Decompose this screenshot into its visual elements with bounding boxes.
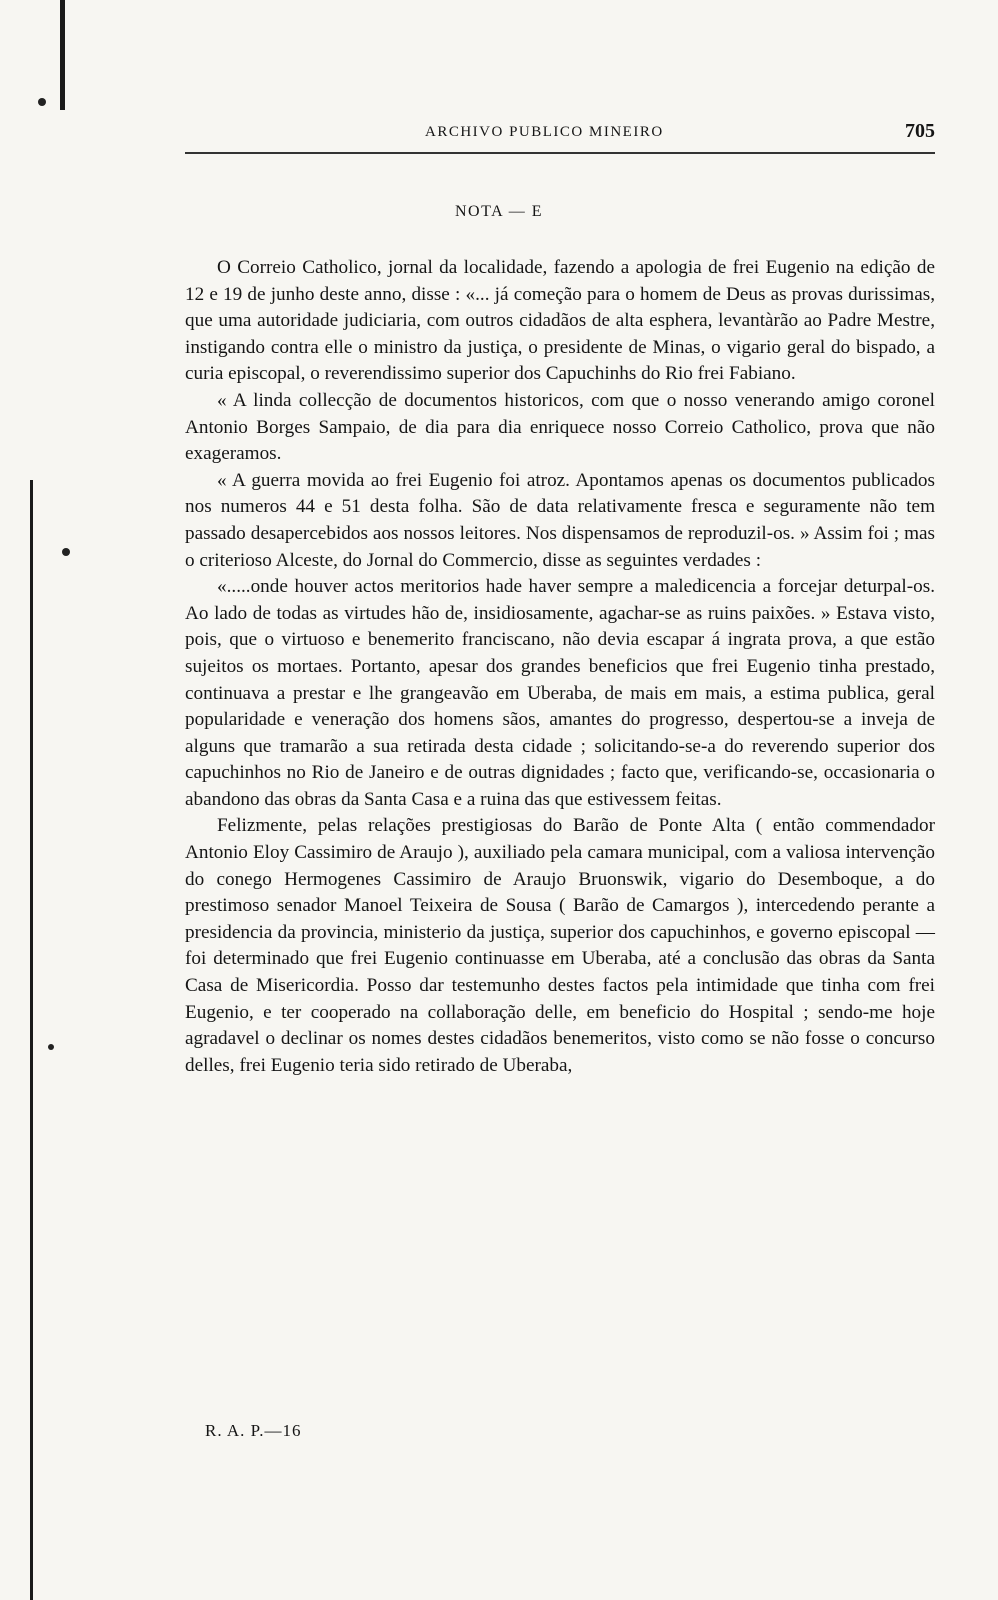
- header-rule: [185, 152, 935, 154]
- page-number: 705: [905, 120, 935, 142]
- paragraph: O Correio Catholico, jornal da localidade, fazendo a apologia de frei Eugenio na edição de 12 e 19 de junho deste anno, disse : «... já começão para o homem de Deus as provas durissimas, que uma autoridade judiciaria, com outros cidadãos de alta esphera, levantàrão ao Padre Mestre, instigando contra elle o ministro da justiça, o presidente de Minas, o vigario geral do bispado, a curia episcopal, o reverendissimo superior dos Capuchinhs do Rio frei Fabiano.: [185, 257, 935, 385]
- scan-speck: [62, 548, 70, 556]
- paragraph: Felizmente, pelas relações prestigiosas do Barão de Ponte Alta ( então commendador Antonio Eloy Cassimiro de Araujo ), auxiliado pela camara municipal, com a valiosa intervenção do conego Hermogenes Cassimiro de Araujo Bruonswik, vigario do Desemboque, a do prestimoso senador Manoel Teixeira de Sousa ( Barão de Camargos ), intercedendo perante a presidencia da provincia, ministerio da justiça, superior dos capuchinhos, e governo episcopal — foi determinado que frei Eugenio continuasse em Uberaba, até a conclusão das obras da Santa Casa de Misericordia. Posso dar testemunho destes factos pela intimidade que tinha com frei Eugenio, e ter cooperado na collaboração delle, em beneficio do Hospital ; sendo-me hoje agradavel o declinar os nomes destes cidadãos benemeritos, visto como se não fosse o concurso delles, frei Eugenio teria sido retirado de Uberaba,: [185, 815, 935, 1076]
- signature-mark: R. A. P.—16: [205, 1421, 302, 1440]
- section-title: NOTA — E: [454, 203, 544, 220]
- scan-margin-mark: [60, 0, 65, 110]
- paragraph: «.....onde houver actos meritorios hade haver sempre a maledicencia a forcejar deturpal-os. Ao lado de todas as virtudes hão de, insidiosamente, agachar-se as ruins paixões. » Estava visto, pois, que o virtuoso e benemerito franciscano, não devia escapar á ingrata prova, a que estão sujeitos os mortaes. Portanto, apesar dos grandes beneficios que frei Eugenio tinha prestado, continuava a prestar e lhe grangeavão em Uberaba, de mais em mais, a estima publica, geral popularidade e veneração dos homens sãos, amantes do progresso, despertou-se a inveja de alguns que tramarão a sua retirada desta cidade ; solicitando-se-a do reverendo superior dos capuchinhos no Rio de Janeiro e de outras dignidades ; facto que, verificando-se, occasionaria o abandono das obras da Santa Casa e a ruina das que estivessem feitas.: [185, 576, 935, 810]
- scan-speck: [48, 1044, 54, 1050]
- paragraph: « A linda collecção de documentos historicos, com que o nosso venerando amigo coronel Antonio Borges Sampaio, de dia para dia enriquece nosso Correio Catholico, prova que não exageramos.: [185, 389, 935, 465]
- body-text: [185, 255, 935, 1079]
- running-head: ARCHIVO PUBLICO MINEIRO: [425, 124, 664, 140]
- scan-speck: [38, 98, 46, 106]
- page-header: [185, 120, 935, 150]
- paragraph: « A guerra movida ao frei Eugenio foi atroz. Apontamos apenas os documentos publicados nos numeros 44 e 51 desta folha. São de data relativamente fresca e seguramente não tem passado desapercebidos aos nossos leitores. Nos dispensamos de reproduzil-os. » Assim foi ; mas o criterioso Alceste, do Jornal do Commercio, disse as seguintes verdades :: [185, 469, 935, 571]
- scan-binding-edge: [30, 480, 33, 1600]
